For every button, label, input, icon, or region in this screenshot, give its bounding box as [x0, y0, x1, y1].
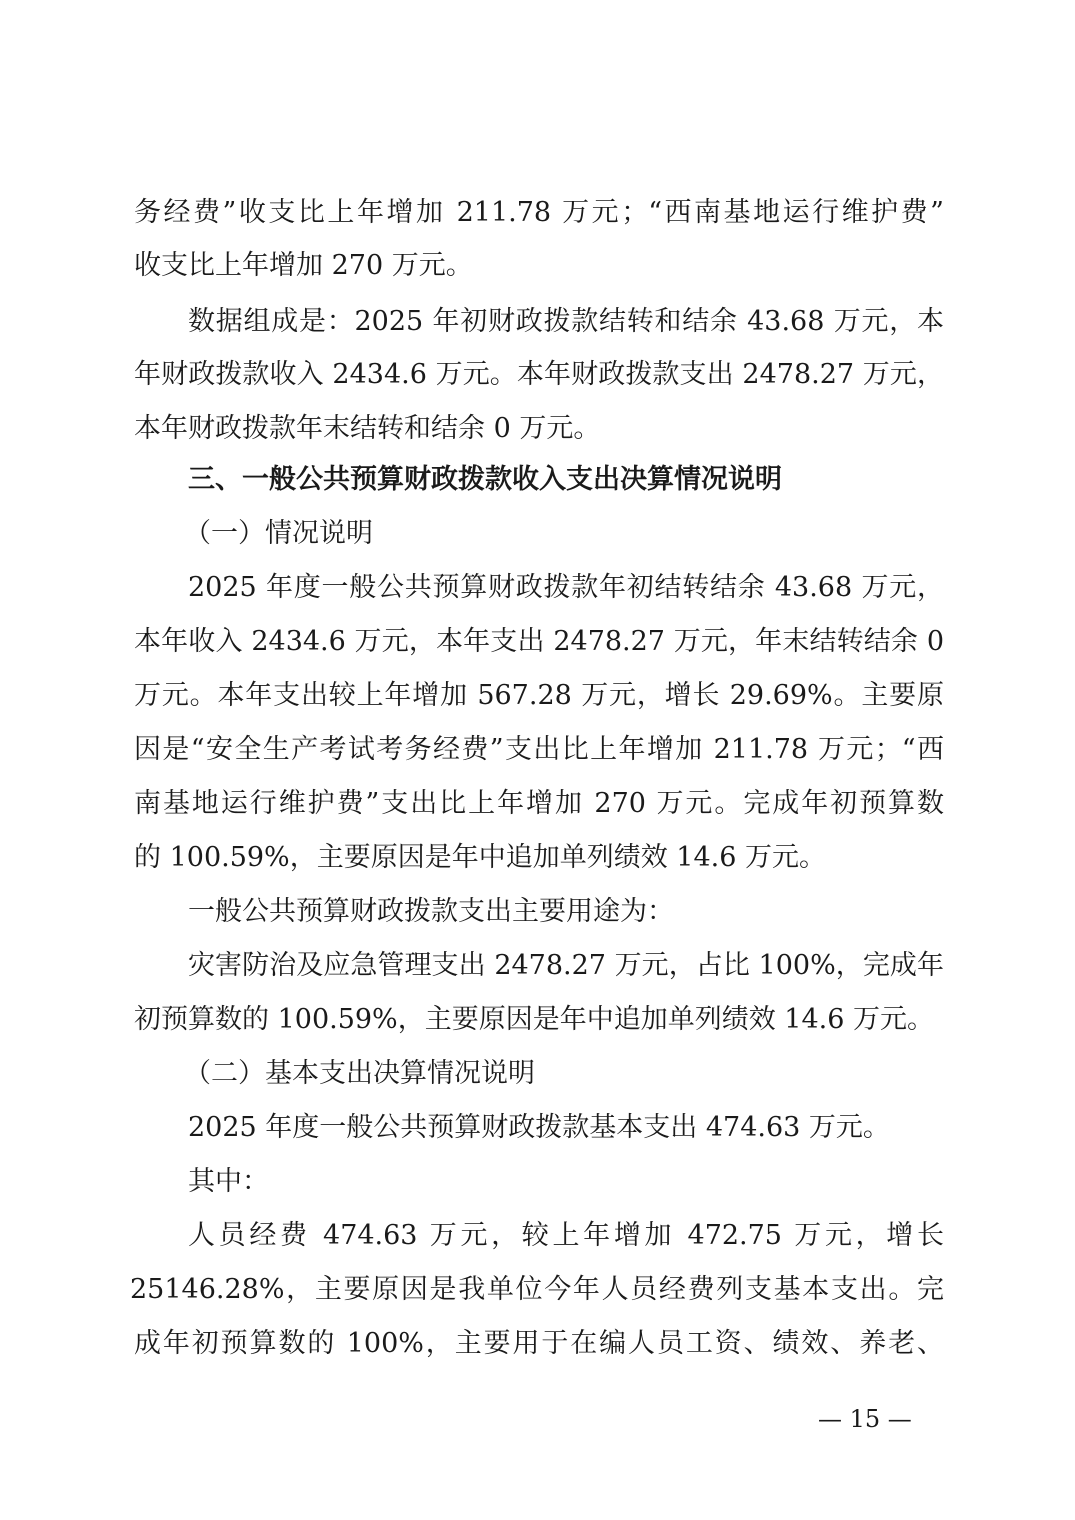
body-text-line: 灾害防治及应急管理支出 2478.27 万元，占比 100%，完成年 [188, 950, 944, 981]
body-text-line: 本年收入 2434.6 万元，本年支出 2478.27 万元，年末结转结余 0 [134, 626, 944, 657]
body-text-line: 人员经费 474.63 万元，较上年增加 472.75 万元，增长 [188, 1220, 944, 1251]
body-text-line: 成年初预算数的 100%，主要用于在编人员工资、绩效、养老、 [134, 1328, 944, 1359]
body-text-line: 的 100.59%，主要原因是年中追加单列绩效 14.6 万元。 [134, 842, 826, 873]
body-text-line: 其中： [188, 1166, 269, 1197]
body-text-line: 万元。本年支出较上年增加 567.28 万元，增长 29.69%。主要原 [134, 680, 944, 711]
subsection-heading: （二）基本支出决算情况说明 [184, 1058, 535, 1089]
subsection-heading: （一）情况说明 [184, 518, 373, 549]
section-heading: 三、一般公共预算财政拨款收入支出决算情况说明 [188, 464, 782, 495]
body-text-line: 收支比上年增加 270 万元。 [134, 250, 473, 281]
body-text-line: 务经费”收支比上年增加 211.78 万元；“西南基地运行维护费” [134, 197, 944, 228]
page-number: — 15 — [818, 1405, 912, 1433]
body-text-line: 本年财政拨款年末结转和结余 0 万元。 [134, 413, 601, 444]
body-text-line: 南基地运行维护费”支出比上年增加 270 万元。完成年初预算数 [134, 788, 944, 819]
body-text-line: 因是“安全生产考试考务经费”支出比上年增加 211.78 万元；“西 [134, 734, 944, 765]
body-text-line: 25146.28%，主要原因是我单位今年人员经费列支基本支出。完 [130, 1274, 944, 1305]
body-text-line: 2025 年度一般公共预算财政拨款基本支出 474.63 万元。 [188, 1112, 890, 1143]
body-text-line: 年财政拨款收入 2434.6 万元。本年财政拨款支出 2478.27 万元， [134, 359, 944, 390]
body-text-line: 2025 年度一般公共预算财政拨款年初结转结余 43.68 万元， [188, 572, 944, 603]
body-text-line: 一般公共预算财政拨款支出主要用途为： [188, 896, 674, 927]
body-text-line: 初预算数的 100.59%，主要原因是年中追加单列绩效 14.6 万元。 [134, 1004, 934, 1035]
body-text-line: 数据组成是：2025 年初财政拨款结转和结余 43.68 万元，本 [188, 306, 944, 337]
